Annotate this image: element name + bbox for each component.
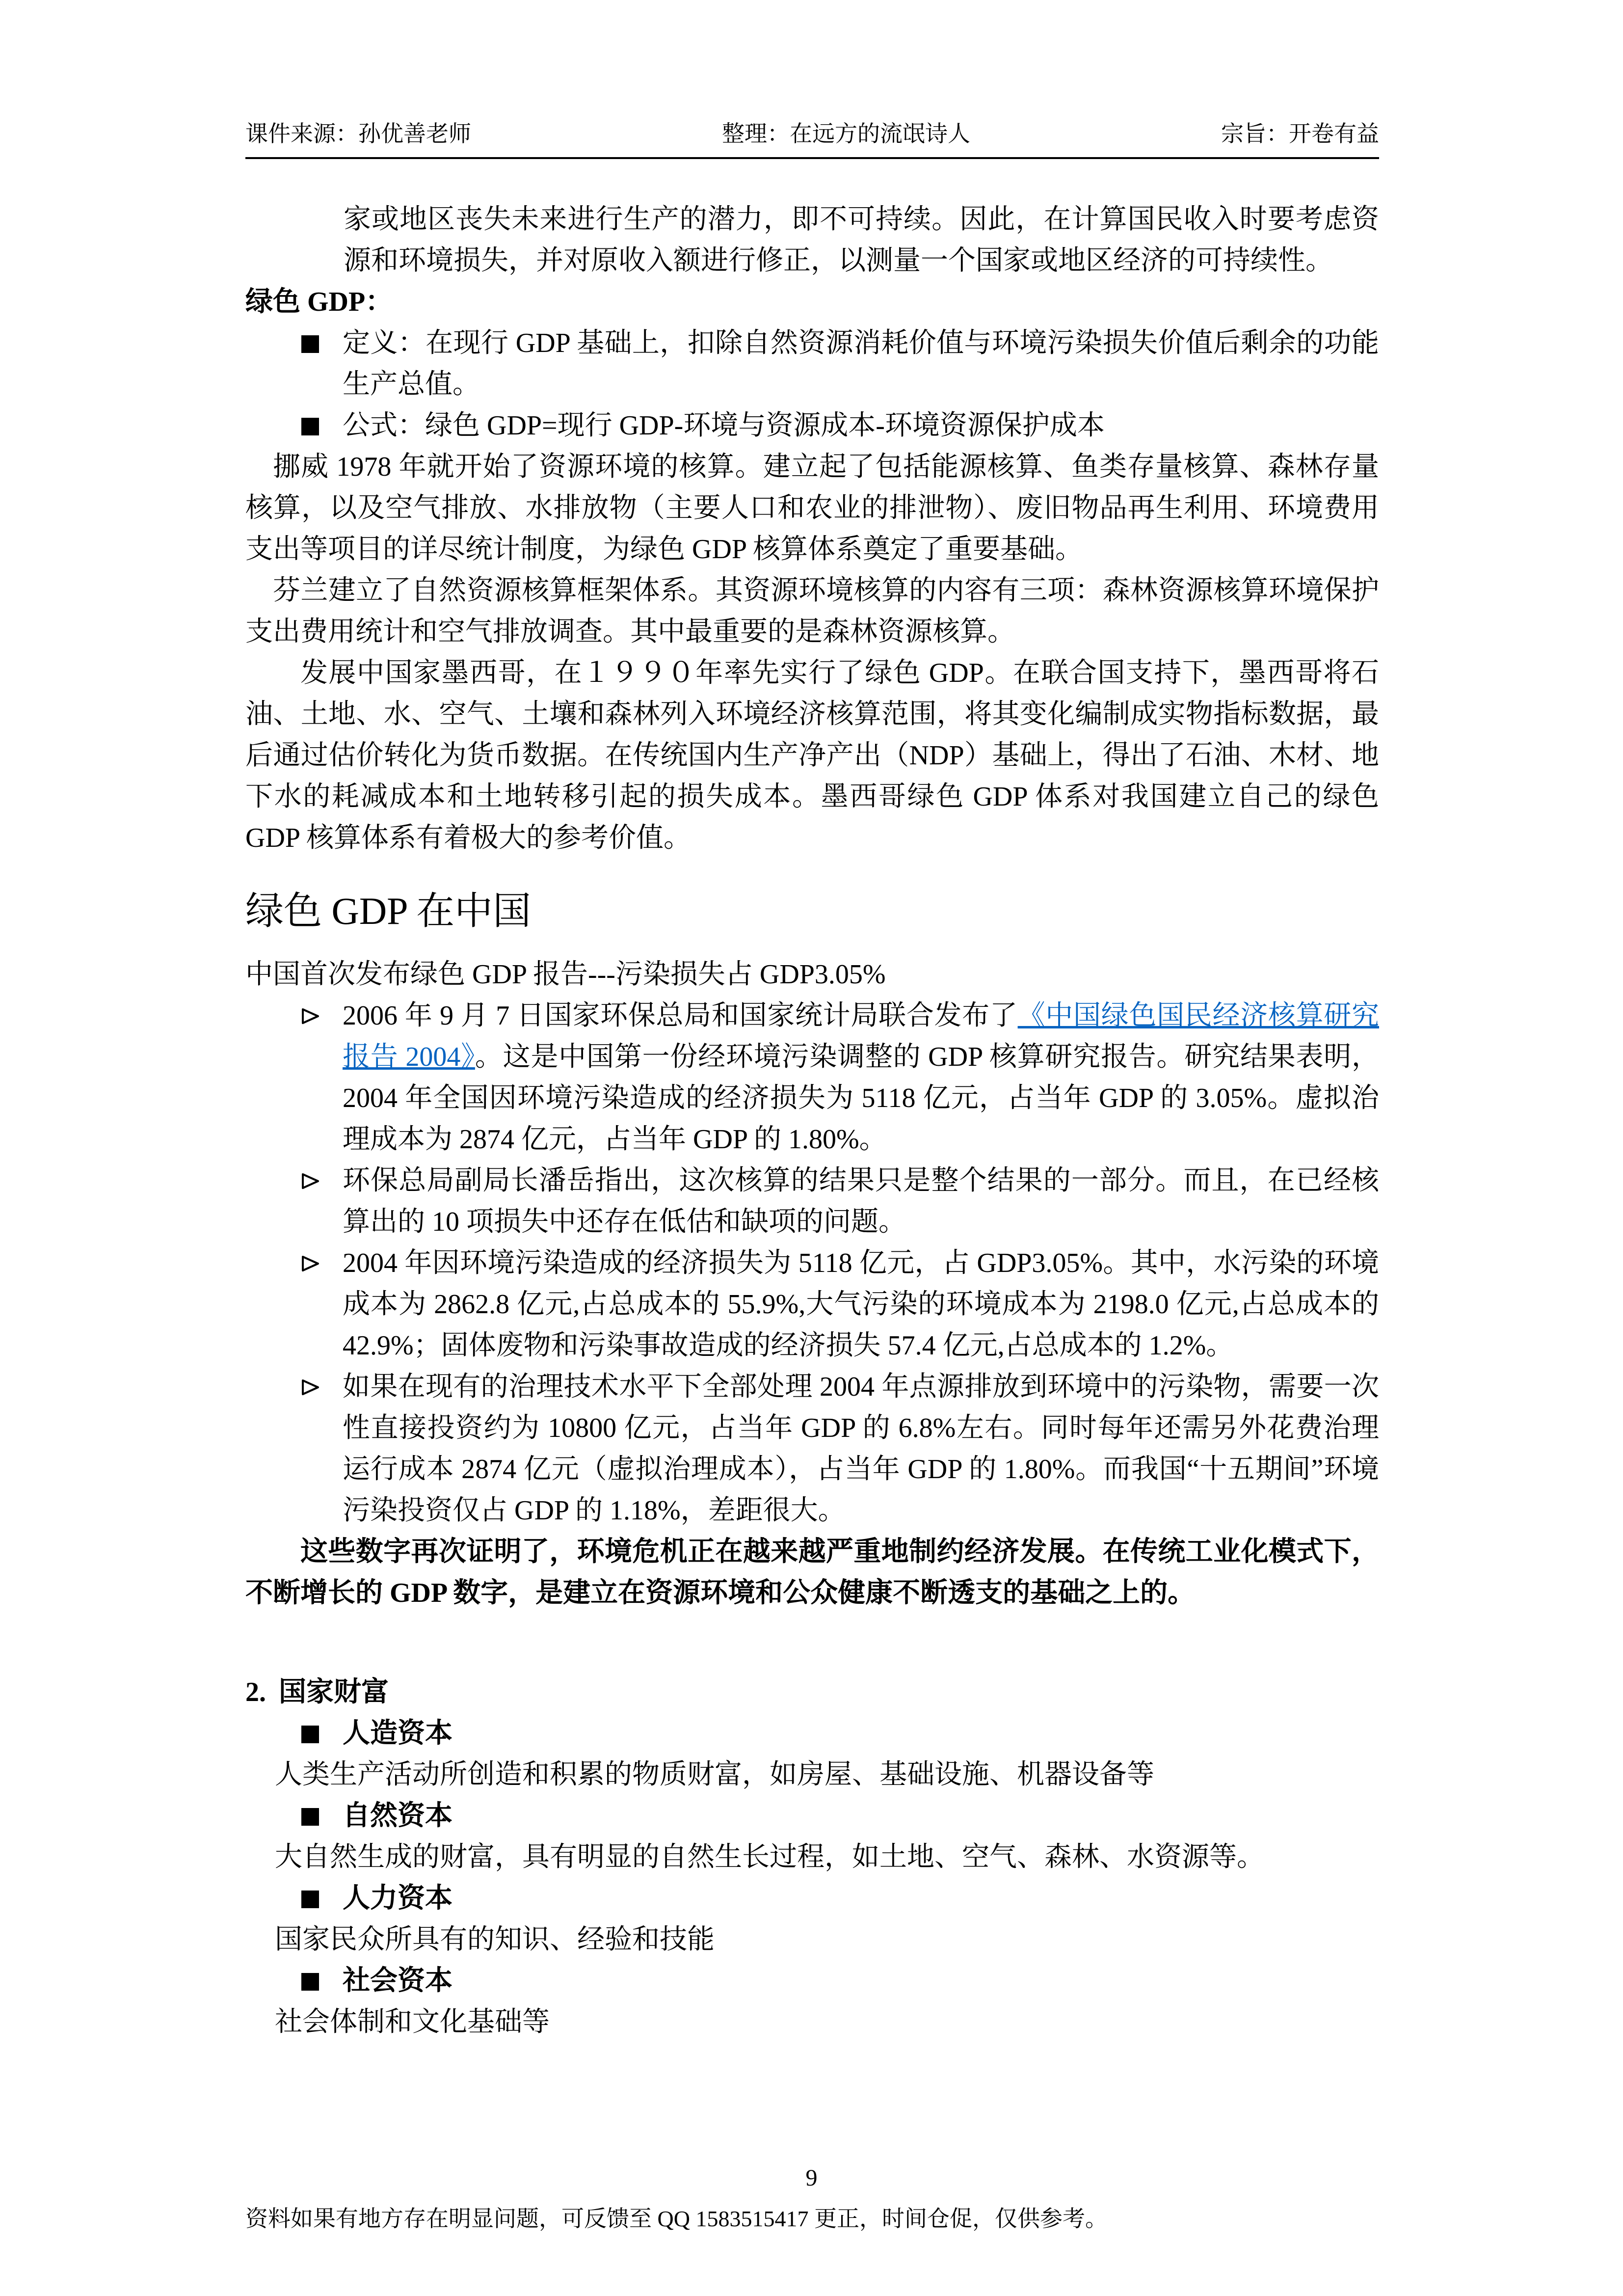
page-header: [245, 119, 1379, 149]
header-motto: 宗旨：开卷有益: [1221, 121, 1379, 146]
wealth-item-social-capital: [245, 1960, 1379, 2001]
section-heading-green-gdp-in-china: 绿色 GDP 在中国: [245, 890, 532, 932]
square-bullet-icon: [301, 335, 319, 353]
wealth-item-description: 大自然生成的财富，具有明显的自然生长过程，如土地、空气、森林、水资源等。: [275, 1842, 1264, 1872]
section-heading-national-wealth: [245, 1672, 1379, 1713]
report-link[interactable]: 《中国绿色国民经济核算研究报告 2004》: [343, 1000, 1380, 1072]
report-release-text: [343, 995, 1379, 1160]
document-body: [245, 199, 1379, 2043]
wealth-item-description: 社会体制和文化基础等: [275, 2007, 550, 2037]
arrow-bullet-icon: [299, 1376, 322, 1399]
wealth-item-human-capital: [245, 1878, 1379, 1919]
arrow-bullet-icon: [299, 1005, 322, 1027]
list-item-treatment-cost: [245, 1366, 1379, 1531]
wealth-item-natural-capital: [245, 1795, 1379, 1837]
square-bullet-icon: [301, 1973, 319, 1991]
wealth-item-description: 国家民众所具有的知识、经验和技能: [275, 1924, 715, 1955]
list-item-report-release: [245, 995, 1379, 1160]
footer-note: 资料如果有地方存在明显问题，可反馈至 QQ 1583515417 更正，时间仓促，仅供参考。: [245, 2206, 1108, 2231]
wealth-item-label: 社会资本: [343, 1966, 452, 1996]
treatment-cost-text: 如果在现有的治理技术水平下全部处理 2004 年点源排放到环境中的污染物，需要一次性直接投资约为 10800 亿元，占当年 GDP 的 6.8%左右。同时每年还需另外花费治理运行成本 2874 亿元（虚拟治理成本），占当年 GDP 的 1.80%。而我国“十五期间”环境污染投资仅占 GDP 的 1.18%，差距很大。: [343, 1372, 1379, 1526]
china-report-subheading: 中国首次发布绿色 GDP 报告---污染损失占 GDP3.05%: [245, 959, 886, 990]
square-bullet-icon: [301, 1808, 319, 1826]
paragraph-carryover: 家或地区丧失未来进行生产的潜力，即不可持续。因此，在计算国民收入时要考虑资源和环境损失，并对原收入额进行修正，以测量一个国家或地区经济的可持续性。: [344, 204, 1379, 276]
conclusion-paragraph: 这些数字再次证明了，环境危机正在越来越严重地制约经济发展。在传统工业化模式下，不断增长的 GDP 数字，是建立在资源环境和公众健康不断透支的基础之上的。: [245, 1537, 1379, 1608]
section-title: 国家财富: [279, 1677, 389, 1707]
header-divider-line: [245, 157, 1379, 159]
header-compiler: 整理：在远方的流氓诗人: [722, 121, 970, 146]
header-source: 课件来源：孙优善老师: [245, 121, 471, 146]
square-bullet-icon: [301, 1891, 319, 1908]
arrow-bullet-icon: [299, 1252, 322, 1275]
paragraph-norway: 挪威 1978 年就开始了资源环境的核算。建立起了包括能源核算、鱼类存量核算、森林存量核算，以及空气排放、水排放物（主要人口和农业的排泄物）、废旧物品再生利用、环境费用支出等项目的详尽统计制度，为绿色 GDP 核算体系奠定了重要基础。: [245, 452, 1379, 565]
wealth-item-manmade-capital: [245, 1713, 1379, 1754]
paragraph-finland: 芬兰建立了自然资源核算框架体系。其资源环境核算的内容有三项：森林资源核算环境保护支出费用统计和空气排放调查。其中最重要的是森林资源核算。: [245, 575, 1379, 647]
formula-text: 公式：绿色 GDP=现行 GDP-环境与资源成本-环境资源保护成本: [343, 410, 1105, 441]
wealth-item-label: 人力资本: [343, 1883, 452, 1914]
list-item-definition: [245, 323, 1379, 405]
pollution-loss-text: 2004 年因环境污染造成的经济损失为 5118 亿元，占 GDP3.05%。其中，水污染的环境成本为 2862.8 亿元,占总成本的 55.9%,大气污染的环境成本为 2198.0 亿元,占总成本的 42.9%；固体废物和污染事故造成的经济损失 57.4 亿元,占总成本的 1.2%。: [343, 1248, 1379, 1361]
list-item-pollution-loss: [245, 1243, 1379, 1366]
wealth-item-description: 人类生产活动所创造和积累的物质财富，如房屋、基础设施、机器设备等: [275, 1759, 1154, 1790]
wealth-item-label: 自然资本: [343, 1801, 452, 1831]
report-text-post: 。这是中国第一份经环境污染调整的 GDP 核算研究报告。研究结果表明，2004 年全国因环境污染造成的经济损失为 5118 亿元，占当年 GDP 的 3.05%。虚拟治理成本为 2874 亿元，占当年 GDP 的 1.80%。: [343, 1042, 1380, 1155]
wealth-item-label: 人造资本: [343, 1718, 452, 1749]
list-item-formula: [245, 405, 1379, 446]
square-bullet-icon: [301, 418, 319, 435]
report-text-pre: 2006 年 9 月 7 日国家环保总局和国家统计局联合发布了: [343, 1000, 1018, 1031]
green-gdp-label: 绿色 GDP：: [245, 287, 393, 317]
definition-text: 定义：在现行 GDP 基础上，扣除自然资源消耗价值与环境污染损失价值后剩余的功能生产总值。: [343, 328, 1379, 400]
panyue-statement-text: 环保总局副局长潘岳指出，这次核算的结果只是整个结果的一部分。而且，在已经核算出的 10 项损失中还存在低估和缺项的问题。: [343, 1165, 1379, 1237]
section-number: 2.: [245, 1677, 266, 1707]
list-item-panyue-statement: [245, 1160, 1379, 1243]
arrow-bullet-icon: [299, 1170, 322, 1192]
paragraph-mexico: 发展中国家墨西哥，在１９９０年率先实行了绿色 GDP。在联合国支持下，墨西哥将石油、土地、水、空气、土壤和森林列入环境经济核算范围，将其变化编制成实物指标数据，最后通过估价转化为货币数据。在传统国内生产净产出（NDP）基础上，得出了石油、木材、地下水的耗减成本和土地转移引起的损失成本。墨西哥绿色 GDP 体系对我国建立自己的绿色 GDP 核算体系有着极大的参考价值。: [245, 658, 1379, 853]
square-bullet-icon: [301, 1726, 319, 1743]
page-number: 9: [805, 2165, 818, 2191]
